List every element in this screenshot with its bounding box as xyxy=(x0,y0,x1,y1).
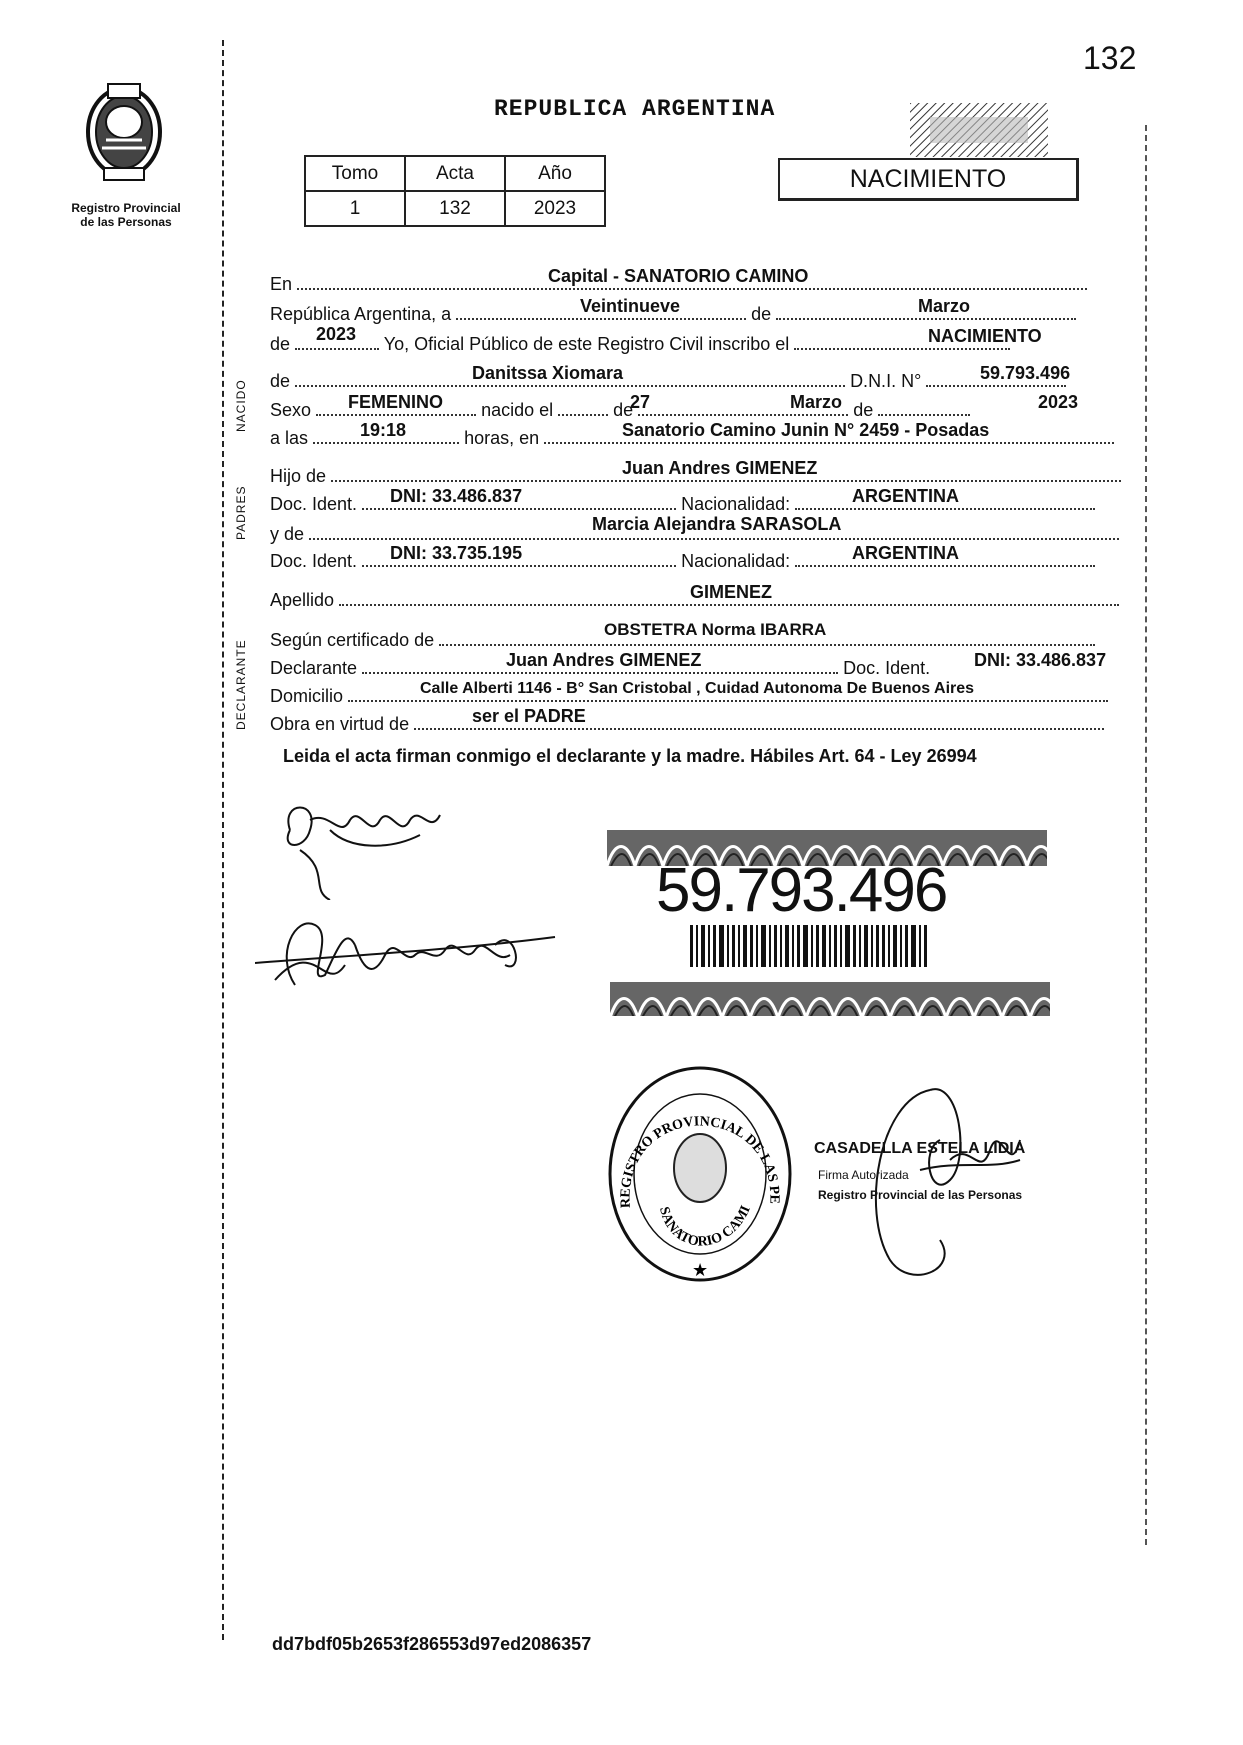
barcode-bar xyxy=(905,925,908,967)
security-stamp-top xyxy=(910,103,1048,157)
label-hijo-de: Hijo de xyxy=(270,466,327,486)
acta-table-header-row xyxy=(305,156,605,191)
barcode-bar xyxy=(871,925,873,967)
value-birth-month: Marzo xyxy=(790,392,843,412)
barcode-bar xyxy=(696,925,698,967)
label-birth-de2: de xyxy=(853,400,874,420)
barcode-bar xyxy=(701,925,705,967)
row-child-name xyxy=(270,371,1066,392)
label-obra: Obra en virtud de xyxy=(270,714,410,734)
barcode-bar xyxy=(743,925,747,967)
barcode-bar xyxy=(797,925,800,967)
acta-header-tomo: Tomo xyxy=(305,156,405,191)
barcode-bar xyxy=(859,925,861,967)
barcode-bar xyxy=(853,925,856,967)
label-horas: horas, en xyxy=(464,428,540,448)
side-label-declarante: DECLARANTE xyxy=(234,639,248,730)
label-decl-doc: Doc. Ident. xyxy=(843,658,931,678)
closing-text: Leida el acta firman conmigo el declarante y la madre. Hábiles Art. 64 - Ley 26994 xyxy=(283,746,977,766)
barcode-bar xyxy=(708,925,710,967)
barcode-bar xyxy=(769,925,771,967)
label-dni: D.N.I. N° xyxy=(850,371,922,391)
label-father-doc: Doc. Ident. xyxy=(270,494,358,514)
barcode-bar xyxy=(924,925,927,967)
right-margin-line xyxy=(1145,125,1147,1545)
label-republica: República Argentina, a xyxy=(270,304,452,324)
signature-declarante xyxy=(270,790,470,900)
dni-barcode xyxy=(690,925,930,967)
barcode-bar xyxy=(829,925,831,967)
label-a-las: a las xyxy=(270,428,309,448)
label-en: En xyxy=(270,274,293,294)
side-label-padres: PADRES xyxy=(234,485,248,540)
value-sexo: FEMENINO xyxy=(348,392,444,412)
value-father-name: Juan Andres GIMENEZ xyxy=(622,458,818,478)
act-type-box: NACIMIENTO xyxy=(778,158,1079,201)
barcode-bar xyxy=(738,925,740,967)
barcode-bar xyxy=(719,925,724,967)
document-hash: dd7bdf05b2653f286553d97ed2086357 xyxy=(272,1634,592,1654)
registrar-office: Registro Provincial de las Personas xyxy=(818,1188,1023,1202)
value-apellido: GIMENEZ xyxy=(690,582,773,602)
value-domicilio: Calle Alberti 1146 - B° San Cristobal , Cuidad Autonoma De Buenos Aires xyxy=(420,680,975,697)
barcode-bar xyxy=(834,925,837,967)
value-decl-doc: DNI: 33.486.837 xyxy=(974,650,1107,670)
barcode-bar xyxy=(727,925,729,967)
value-birth-day: 27 xyxy=(630,392,651,412)
row-obra xyxy=(270,714,1104,735)
value-day-words: Veintinueve xyxy=(580,296,681,316)
value-mother-doc: DNI: 33.735.195 xyxy=(390,543,523,563)
acta-value-tomo: 1 xyxy=(305,191,405,226)
barcode-bar xyxy=(803,925,808,967)
value-mother-nat: ARGENTINA xyxy=(852,543,959,563)
label-de-2: de xyxy=(270,334,291,354)
dni-stamp-band-bottom xyxy=(610,982,1050,1016)
barcode-bar xyxy=(919,925,921,967)
acta-table xyxy=(304,155,606,227)
label-mother-nat: Nacionalidad: xyxy=(681,551,791,571)
registrar-role: Firma Autorizada xyxy=(818,1168,909,1182)
acta-header-anio: Año xyxy=(505,156,605,191)
registry-line1: Registro Provincial xyxy=(71,201,181,215)
value-child-name: Danitssa Xiomara xyxy=(472,363,624,383)
province-seal-logo xyxy=(78,80,170,192)
label-segun: Según certificado de xyxy=(270,630,435,650)
barcode-bar xyxy=(888,925,890,967)
acta-table-value-row xyxy=(305,191,605,226)
barcode-bar xyxy=(893,925,897,967)
dots xyxy=(558,402,608,416)
label-declarante: Declarante xyxy=(270,658,358,678)
value-birth-time: 19:18 xyxy=(360,420,407,440)
barcode-bar xyxy=(840,925,842,967)
acta-value-anio: 2023 xyxy=(505,191,605,226)
label-nacido-el: nacido el xyxy=(481,400,554,420)
barcode-bar xyxy=(792,925,794,967)
barcode-bar xyxy=(785,925,789,967)
value-certificado: OBSTETRA Norma IBARRA xyxy=(604,620,827,639)
label-sexo: Sexo xyxy=(270,400,312,420)
barcode-bar xyxy=(774,925,777,967)
label-yo: Yo, Oficial Público de este Registro Civil inscribo el xyxy=(383,334,790,354)
value-birth-place: Sanatorio Camino Junin N° 2459 - Posadas xyxy=(622,420,990,440)
value-mother-name: Marcia Alejandra SARASOLA xyxy=(592,514,842,534)
document-title: REPUBLICA ARGENTINA xyxy=(494,96,776,122)
side-label-nacido: NACIDO xyxy=(234,379,248,432)
value-father-doc: DNI: 33.486.837 xyxy=(390,486,523,506)
barcode-bar xyxy=(690,925,693,967)
star-icon: ★ xyxy=(692,1260,709,1281)
label-mother-doc: Doc. Ident. xyxy=(270,551,358,571)
value-obra: ser el PADRE xyxy=(472,706,586,726)
barcode-bar xyxy=(756,925,758,967)
value-inscribo: NACIMIENTO xyxy=(928,326,1042,346)
dots xyxy=(878,402,970,416)
value-declarante: Juan Andres GIMENEZ xyxy=(506,650,702,670)
dni-stamp-number: 59.793.496 xyxy=(656,856,947,925)
stamp-outer-text: REGISTRO PROVINCIAL DE LAS PE xyxy=(618,1114,782,1209)
acta-value-acta: 132 xyxy=(405,191,505,226)
barcode-bar xyxy=(761,925,766,967)
label-y-de: y de xyxy=(270,524,305,544)
barcode-bar xyxy=(811,925,813,967)
barcode-bar xyxy=(713,925,716,967)
label-father-nat: Nacionalidad: xyxy=(681,494,791,514)
value-child-dni: 59.793.496 xyxy=(980,363,1071,383)
barcode-bar xyxy=(780,925,782,967)
value-month: Marzo xyxy=(918,296,971,316)
signature-madre xyxy=(255,895,565,1005)
barcode-bar xyxy=(732,925,735,967)
barcode-bar xyxy=(900,925,902,967)
barcode-bar xyxy=(822,925,826,967)
row-de-year xyxy=(270,334,1010,355)
barcode-bar xyxy=(750,925,753,967)
registrar-name: CASADELLA ESTELA LIDIA xyxy=(814,1140,1026,1157)
barcode-bar xyxy=(882,925,885,967)
label-domicilio: Domicilio xyxy=(270,686,344,706)
registry-line2: de las Personas xyxy=(80,215,172,229)
barcode-bar xyxy=(864,925,868,967)
acta-header-acta: Acta xyxy=(405,156,505,191)
page-number: 132 xyxy=(1083,40,1137,76)
value-father-nat: ARGENTINA xyxy=(852,486,959,506)
label-apellido: Apellido xyxy=(270,590,335,610)
barcode-bar xyxy=(845,925,850,967)
label-child-de: de xyxy=(270,371,291,391)
official-round-stamp xyxy=(600,1058,800,1290)
label-birth-de1: de xyxy=(613,400,634,420)
barcode-bar xyxy=(911,925,916,967)
stamp-inner-text: SANATORIO CAMI xyxy=(656,1203,754,1250)
label-de-1: de xyxy=(751,304,772,324)
barcode-bar xyxy=(816,925,819,967)
barcode-bar xyxy=(876,925,879,967)
value-birth-year: 2023 xyxy=(1038,392,1079,412)
left-margin-line xyxy=(222,40,224,1640)
value-year: 2023 xyxy=(316,324,357,344)
registry-caption xyxy=(56,201,196,229)
value-place: Capital - SANATORIO CAMINO xyxy=(548,266,809,286)
